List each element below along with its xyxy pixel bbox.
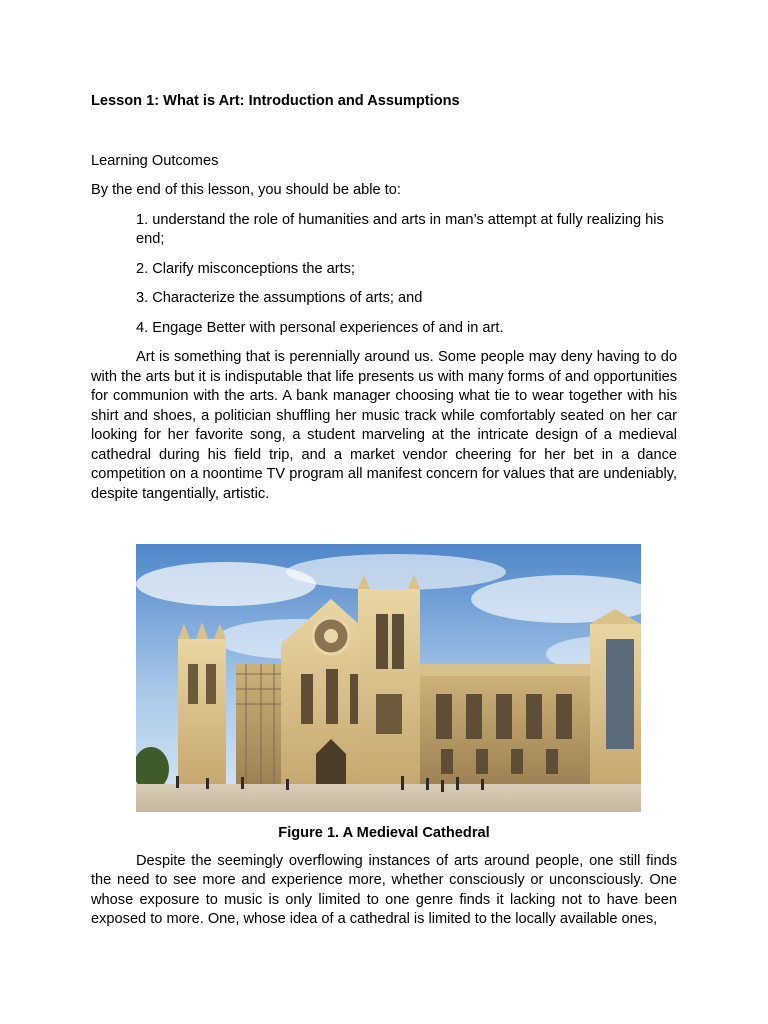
lesson-title: Lesson 1: What is Art: Introduction and Assumptions (91, 93, 460, 109)
paragraph-need-to-see-more: Despite the seemingly overflowing instances of arts around people, one still finds the need to see more and experience more, whether consciously or unconsciously. One whose exposure to music is only limited to one genre finds it lacking not to have been exposed to more. One, whose idea of a cathedral is limited to the locally available ones, (91, 852, 677, 927)
outcomes-intro: By the end of this lesson, you should be able to: (91, 182, 401, 198)
outcome-item: 1. understand the role of humanities and arts in man’s attempt at fully realizing his end; (136, 211, 664, 247)
outcome-item: 2. Clarify misconceptions the arts; (136, 260, 355, 277)
outcome-item: 3. Characterize the assumptions of arts; and (136, 290, 423, 306)
outcomes-list (91, 211, 677, 339)
outcome-item: 4. Engage Better with personal experiences of and in art. (136, 319, 504, 336)
figure-1 (91, 544, 677, 844)
document-body (91, 92, 677, 930)
paragraph-art-around-us: Art is something that is perennially around us. Some people may deny having to do with the arts but it is indisputable that life presents us with many forms of and opportunities for communion with the arts. A bank manager choosing what tie to wear together with his shirt and shoes, a politician shuffling her music track while comfortably seated on her car looking for her favorite song, a student marveling at the intricate design of a medieval cathedral during his field trip, and a market vendor cheering for her bet in a dance competition on a noontime TV program all manifest concern for values that are undeniably, despite tangentially, artistic. (91, 349, 677, 502)
cathedral-photo (136, 544, 641, 812)
figure-caption: Figure 1. A Medieval Cathedral (278, 825, 490, 841)
learning-outcomes-heading: Learning Outcomes (91, 152, 219, 169)
